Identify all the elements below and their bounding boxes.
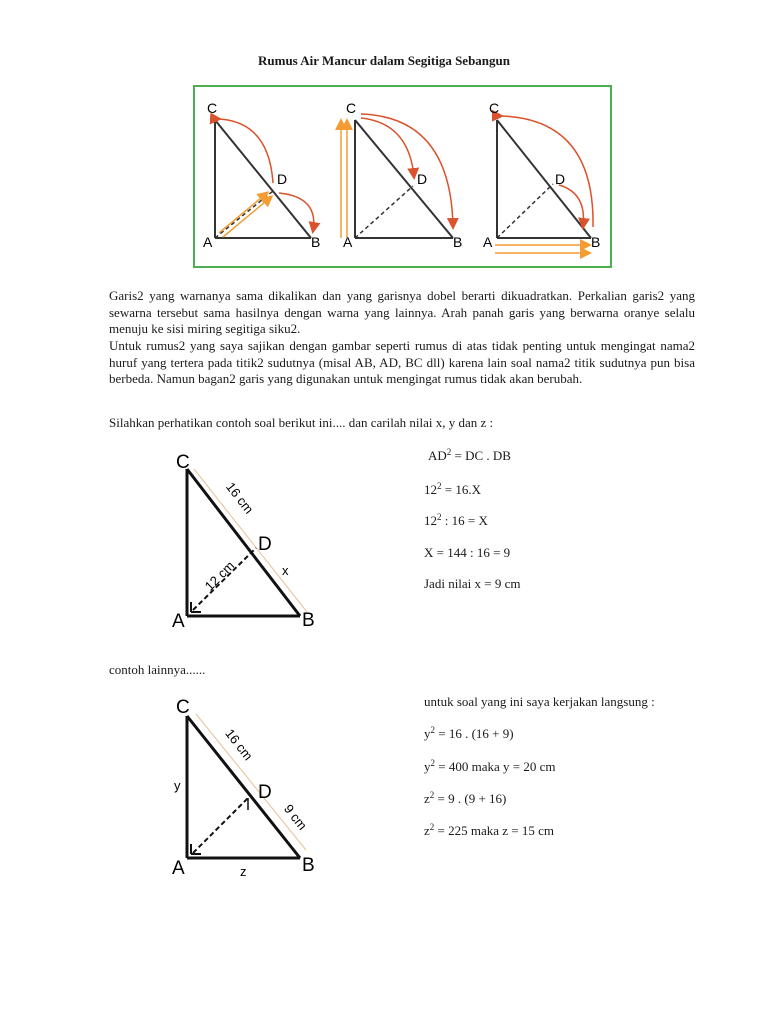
example-2-figure [160, 690, 340, 890]
example-1-figure [160, 440, 340, 640]
ex1-step-1: $AD^2$ = DC . DB [428, 447, 511, 463]
t1-label-c: C [207, 100, 218, 116]
ex1-label-d: D [258, 534, 272, 555]
ex2-label-9cm: 9 cm [281, 801, 311, 833]
ex2-label-z: z [240, 864, 247, 879]
triangle-1 [203, 100, 320, 250]
ex1-step-3: $12^2$ : 16 = X [424, 512, 488, 528]
ex1-label-a: A [172, 611, 185, 632]
ex1-conclusion: Jadi nilai x = 9 cm [424, 576, 521, 591]
t2-label-b: B [453, 234, 463, 250]
page-title: Rumus Air Mancur dalam Segitiga Sebangun [258, 53, 510, 68]
contoh-lainnya: contoh lainnya...... [109, 662, 206, 677]
ex2-step-1: $y^2 = 16$ . (16 + 9) [424, 725, 514, 741]
triangle-3 [483, 100, 600, 253]
ex1-label-b: B [302, 610, 315, 631]
explanation-paragraph-1: Garis2 yang warnanya sama dikalikan dan yang garisnya dobel berarti dikuadratkan. Perkalian garis2 yang sewarna tersebut sama hasilnya dengan warna yang lainnya. Arah panah garis yang berwarna oranye selalu menuju ke sisi miring segitiga siku2. [109, 288, 695, 336]
ex2-step-3: $z^2 = 9$ . (9 + 16) [424, 790, 507, 806]
t2-label-d: D [417, 171, 428, 187]
ex2-label-c: C [176, 697, 190, 718]
ex2-intro: untuk soal yang ini saya kerjakan langsung : [424, 694, 655, 709]
fountain-formula-diagram [193, 85, 612, 268]
ex2-step-2: $y^2 = 400$ maka y = 20 cm [424, 758, 556, 774]
ex1-step-2: $12^2 = 16.X$ [424, 481, 481, 497]
triangle-2 [341, 100, 462, 250]
ex1-label-16cm: 16 cm [223, 479, 257, 517]
exercise-intro: Silahkan perhatikan contoh soal berikut ini.... dan carilah nilai x, y dan z : [109, 415, 494, 430]
ex2-step-4: $z^2 = 225$ maka z = 15 cm [424, 822, 554, 838]
ex1-step-4: X = 144 : 16 = 9 [424, 545, 511, 560]
t2-label-c: C [346, 100, 357, 116]
t3-label-a: A [483, 234, 493, 250]
ex2-label-d: D [258, 782, 272, 803]
t2-label-a: A [343, 234, 353, 250]
explanation-paragraph-2: Untuk rumus2 yang saya sajikan dengan gambar seperti rumus di atas tidak penting untuk mengingat nama2 huruf yang tertera pada titik2 sudutnya (misal AB, AD, BC dll) karena lain soal nama2 titik sudutnya pun bisa berbeda. Namun bagan2 garis yang digunakan untuk mengingat rumus tidak akan berubah. [109, 338, 695, 386]
t3-label-d: D [555, 171, 566, 187]
ex2-label-y: y [174, 778, 181, 793]
ex1-label-12cm: 12 cm [201, 558, 238, 594]
t1-label-d: D [277, 171, 288, 187]
t3-label-b: B [591, 234, 601, 250]
ex1-label-x: x [282, 563, 289, 578]
t3-label-c: C [489, 100, 500, 116]
ex2-label-16cm: 16 cm [222, 725, 256, 764]
ex1-label-c: C [176, 452, 190, 473]
ex2-label-b: B [302, 855, 315, 876]
three-triangles-figure [195, 87, 610, 266]
t1-label-b: B [311, 234, 321, 250]
t1-label-a: A [203, 234, 213, 250]
ex2-label-a: A [172, 858, 185, 879]
